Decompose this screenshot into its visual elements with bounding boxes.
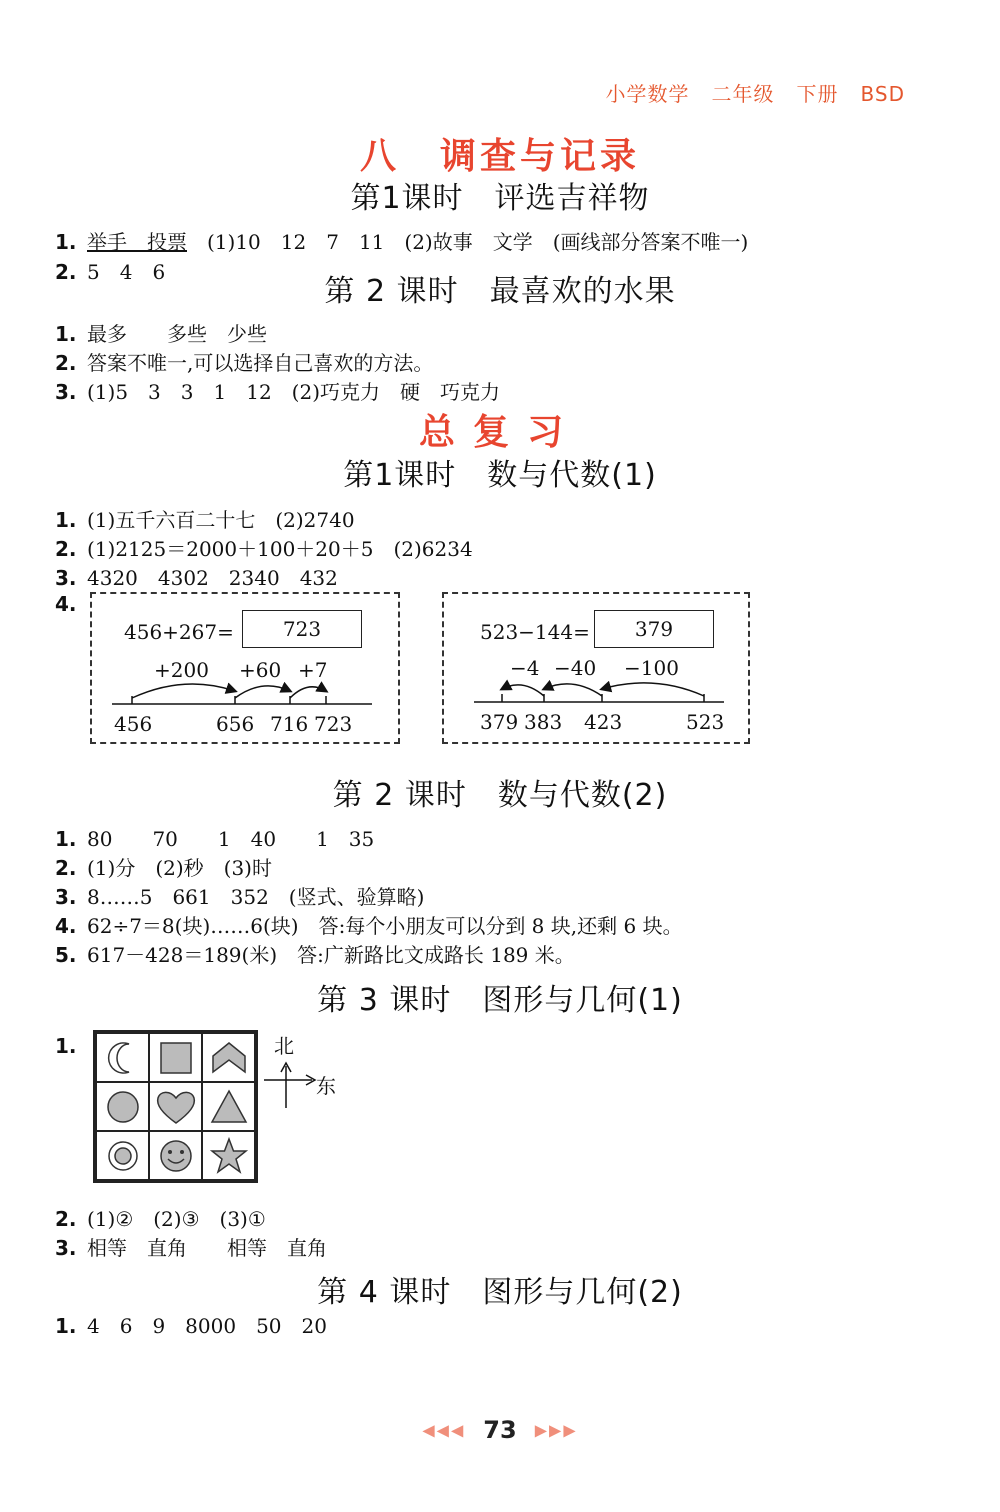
lesson-title: 第 3 课时 图形与几何(1) [317,983,683,1018]
answer-line: 3. 4320 4302 2340 432 [55,566,338,590]
square-icon [149,1033,202,1082]
tick-label: 523 [686,710,725,734]
moon-icon [96,1033,149,1082]
circle-icon [96,1082,149,1131]
north-label: 北 [274,1034,294,1058]
lesson-title: 第 4 课时 图形与几何(2) [317,1275,683,1310]
jump-label: +60 [239,658,282,682]
equation: 456+267= [124,620,234,644]
chapter-title: 总复习 [418,412,581,453]
addition-number-line-box [90,592,400,744]
answer-line: 2. (1)② (2)③ (3)① [55,1207,266,1231]
tick-label: 383 [524,710,563,734]
ring-icon [96,1131,149,1180]
answer-line: 1. 4 6 9 8000 50 20 [55,1314,327,1338]
tick-label: 456 [114,712,153,736]
lesson-title: 第 2 课时 数与代数(2) [332,778,668,813]
chapter-title: 八 调查与记录 [359,136,640,177]
lesson-title: 第1课时 评选吉祥物 [350,181,650,216]
shape-grid [93,1030,258,1183]
subtraction-number-line-box [442,592,750,744]
jump-label: −4 [510,656,540,680]
header-subject: 小学数学 [605,82,690,106]
header-edition: BSD [860,82,905,106]
jump-label: −40 [554,656,597,680]
star-icon [202,1131,255,1180]
answer-line: 2. 5 4 6 [55,260,166,284]
underlined-answer: 举手 投票 [87,230,187,254]
jump-label: +7 [298,658,328,682]
heart-icon [149,1082,202,1131]
answer-line: 2. 答案不唯一,可以选择自己喜欢的方法。 [55,351,434,375]
answer-line: 3. 8……5 661 352 (竖式、验算略) [55,885,425,909]
header-grade: 二年级 [711,82,775,106]
jump-label: −100 [624,656,679,680]
tick-label: 423 [584,710,623,734]
answer-box: 723 [242,610,362,648]
answer-line: 1. [55,1034,77,1058]
compass [262,1060,318,1114]
smiley-icon [149,1131,202,1180]
answer-line: 5. 617－428＝189(米) 答:广新路比文成路长 189 米。 [55,943,575,967]
tick-label: 379 [480,710,519,734]
jump-label: +200 [154,658,209,682]
answer-line: 1. (1)五千六百二十七 (2)2740 [55,508,355,532]
page-number: 73 [483,1416,517,1444]
page-footer [0,1416,1000,1444]
right-arrows-icon: ▶▶▶ [534,1420,578,1440]
book-header [584,78,905,107]
answer-line: 2. (1)2125＝2000＋100＋20＋5 (2)6234 [55,537,473,561]
lesson-title: 第 2 课时 最喜欢的水果 [324,274,676,309]
answer-line: 1. 举手 投票 (1)10 12 7 11 (2)故事 文学 (画线部分答案不唯一) [55,230,749,254]
compass-arrows-icon [262,1060,318,1110]
equation: 523−144= [480,620,590,644]
answer-box: 379 [594,610,714,648]
tick-label: 716 [270,712,309,736]
east-label: 东 [316,1074,336,1098]
tick-label: 723 [314,712,353,736]
header-volume: 下册 [796,82,839,106]
tick-label: 656 [216,712,255,736]
left-arrows-icon: ◀◀◀ [422,1420,466,1440]
lesson-title: 第1课时 数与代数(1) [343,458,657,493]
answer-line: 2. (1)分 (2)秒 (3)时 [55,856,272,880]
triangle-icon [202,1082,255,1131]
chevron-icon [202,1033,255,1082]
answer-line: 3. (1)5 3 3 1 12 (2)巧克力 硬 巧克力 [55,380,501,404]
answer-line: 1. 80 70 1 40 1 35 [55,827,375,851]
answer-line: 4. [55,592,77,616]
answer-line: 1. 最多 多些 少些 [55,322,267,346]
answer-line: 3. 相等 直角 相等 直角 [55,1236,327,1260]
answer-line: 4. 62÷7＝8(块)……6(块) 答:每个小朋友可以分到 8 块,还剩 6 块。 [55,914,683,938]
